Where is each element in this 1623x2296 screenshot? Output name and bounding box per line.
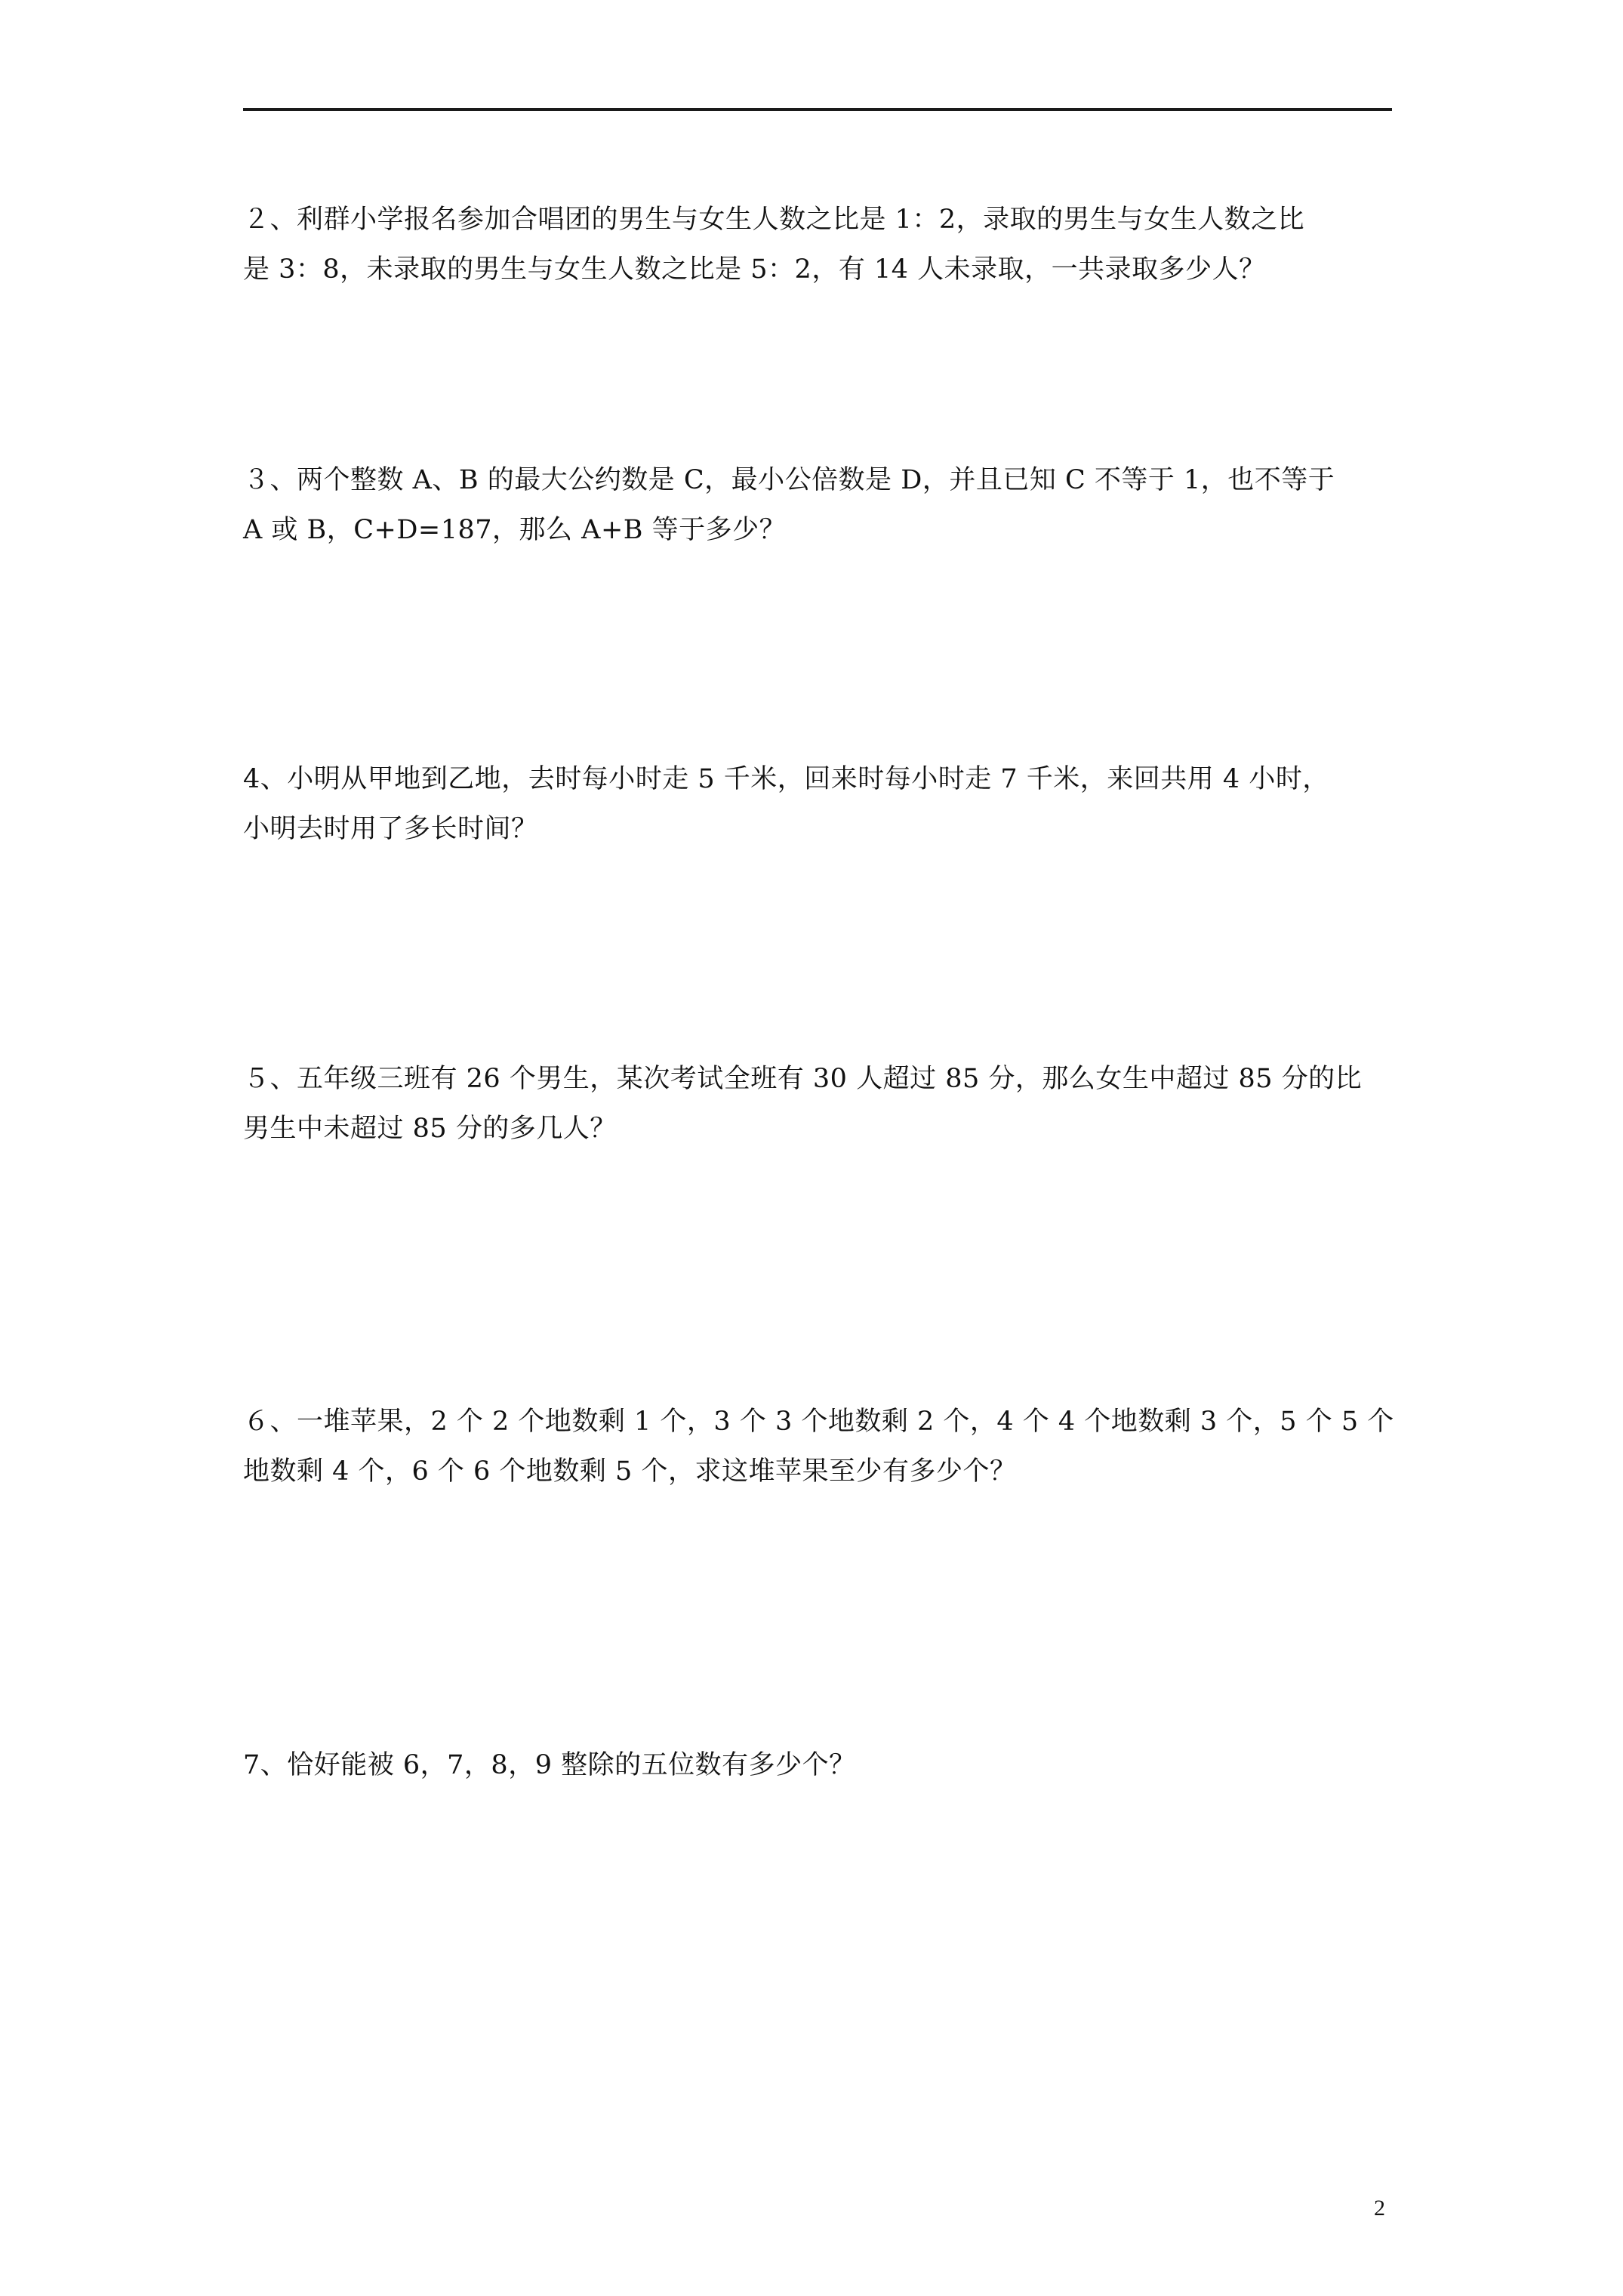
- question-2: [243, 195, 1398, 294]
- page-number: 2: [1374, 2196, 1385, 2220]
- question-7: [243, 1740, 1398, 1790]
- question-line: 7、恰好能被 6，7，8，9 整除的五位数有多少个？: [243, 1750, 856, 1780]
- question-line: ５、五年级三班有 26 个男生，某次考试全班有 30 人超过 85 分，那么女生中超过 85 分的比: [243, 1064, 1363, 1094]
- question-line: A 或 B，C+D=187，那么 A+B 等于多少？: [243, 515, 787, 545]
- question-line: ３、两个整数 A、B 的最大公约数是 C，最小公倍数是 D，并且已知 C 不等于 1，也不等于: [243, 465, 1335, 495]
- question-line: ６、一堆苹果，2 个 2 个地数剩 1 个，3 个 3 个地数剩 2 个，4 个 4 个地数剩 3 个，5 个 5 个: [243, 1407, 1394, 1437]
- question-line: 是 3：8，未录取的男生与女生人数之比是 5：2，有 14 人未录取，一共录取多少人？: [243, 254, 1266, 285]
- question-3: [243, 455, 1398, 555]
- question-4: [243, 754, 1398, 854]
- header-rule: [243, 108, 1392, 111]
- question-line: 地数剩 4 个，6 个 6 个地数剩 5 个，求这堆苹果至少有多少个？: [243, 1456, 1017, 1487]
- question-line: 男生中未超过 85 分的多几人？: [243, 1114, 617, 1144]
- question-line: ２、利群小学报名参加合唱团的男生与女生人数之比是 1：2，录取的男生与女生人数之比: [243, 205, 1305, 235]
- question-line: 4、小明从甲地到乙地，去时每小时走 5 千米，回来时每小时走 7 千米，来回共用 4 小时，: [243, 764, 1329, 794]
- question-line: 小明去时用了多长时间？: [243, 814, 538, 844]
- question-6: [243, 1397, 1398, 1496]
- question-5: [243, 1054, 1398, 1154]
